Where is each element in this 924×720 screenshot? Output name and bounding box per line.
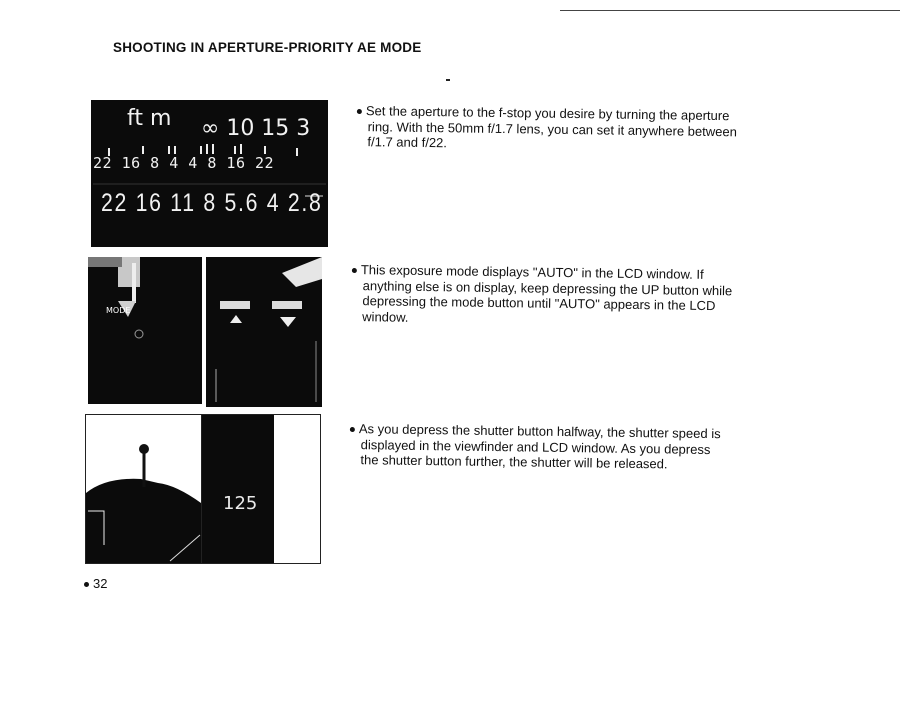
page-title: SHOOTING IN APERTURE-PRIORITY AE MODE bbox=[113, 40, 422, 55]
viewfinder-scene-photo bbox=[85, 414, 202, 564]
bullet-icon bbox=[352, 268, 357, 273]
top-rule bbox=[560, 10, 900, 11]
shutter-speed-readout: 125 bbox=[223, 493, 258, 514]
page-number: 32 bbox=[84, 576, 107, 591]
instruction-shutter-release: As you depress the shutter button halfway, the shutter speed is displayed in the viewfinder and LCD window. As you depress the shutter button further, the shutter will be released. bbox=[349, 421, 820, 474]
up-arrow-icon bbox=[230, 315, 242, 323]
bullet-icon bbox=[350, 427, 355, 432]
index-marks bbox=[91, 100, 328, 247]
down-arrow-icon bbox=[280, 317, 296, 327]
instruction-set-aperture: Set the aperture to the f-stop you desire by turning the aperture ring. With the 50mm f/1.7 lens, you can set it anywhere between f/1.7 and f/22. bbox=[356, 103, 827, 156]
distance-scale: ∞ 10 15 3 bbox=[201, 116, 311, 141]
mode-label: MODE bbox=[106, 306, 131, 315]
print-speck bbox=[446, 79, 450, 81]
bullet-icon bbox=[357, 109, 362, 114]
depth-of-field-scale: 22 16 8 4 4 8 16 22 bbox=[93, 154, 275, 172]
distance-units: ft m bbox=[127, 106, 172, 131]
bullet-icon bbox=[84, 582, 89, 587]
aperture-ring-scale: 22 16 11 8 5.6 4 2.8 bbox=[101, 189, 323, 217]
instruction-auto-mode: This exposure mode displays "AUTO" in the LCD window. If anything else is on display, keep depressing the UP button while depressing the mode button until "AUTO" appears in the LCD window. bbox=[351, 262, 822, 331]
mode-button-photo bbox=[88, 257, 202, 404]
lcd-shutter-speed-photo bbox=[201, 414, 321, 564]
lens-scale-photo bbox=[91, 100, 328, 247]
up-down-buttons-photo bbox=[206, 257, 322, 407]
